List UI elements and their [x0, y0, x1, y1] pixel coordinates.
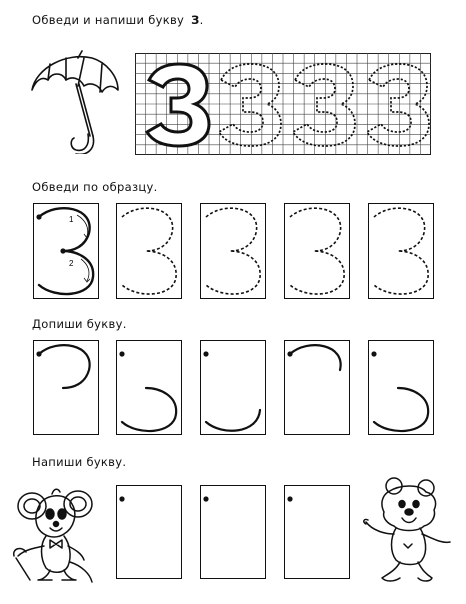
instruction-finish-letter [32, 317, 127, 331]
trace-card[interactable] [116, 203, 182, 299]
finish-card[interactable] [116, 340, 182, 435]
finish-card[interactable] [368, 340, 434, 435]
umbrella-icon [26, 50, 122, 154]
mouse-character-icon [12, 484, 96, 584]
instruction-text: Обведи и напиши букву [32, 13, 185, 27]
finish-card[interactable] [200, 340, 266, 435]
instruction-text: Напиши букву. [32, 455, 127, 469]
instruction-trace-and-write [32, 13, 204, 27]
sample-card [33, 203, 99, 299]
tracing-grid [135, 53, 431, 155]
bear-cub-character-icon [360, 474, 456, 586]
instruction-letter: З [191, 13, 200, 27]
trace-card[interactable] [368, 203, 434, 299]
instruction-trace-by-sample [32, 180, 158, 194]
finish-card[interactable] [284, 340, 350, 435]
arrow-label-1: 1 [69, 215, 74, 224]
trace-card[interactable] [284, 203, 350, 299]
trace-card[interactable] [200, 203, 266, 299]
write-card[interactable] [200, 485, 266, 579]
instruction-text: Обведи по образцу. [32, 180, 158, 194]
instruction-write-letter [32, 455, 126, 469]
finish-card[interactable] [33, 340, 99, 435]
arrow-label-2: 2 [69, 259, 74, 268]
write-card[interactable] [284, 485, 350, 579]
write-card[interactable] [116, 485, 182, 579]
instruction-text: Допиши букву. [32, 317, 127, 331]
instruction-suffix: . [199, 13, 204, 27]
